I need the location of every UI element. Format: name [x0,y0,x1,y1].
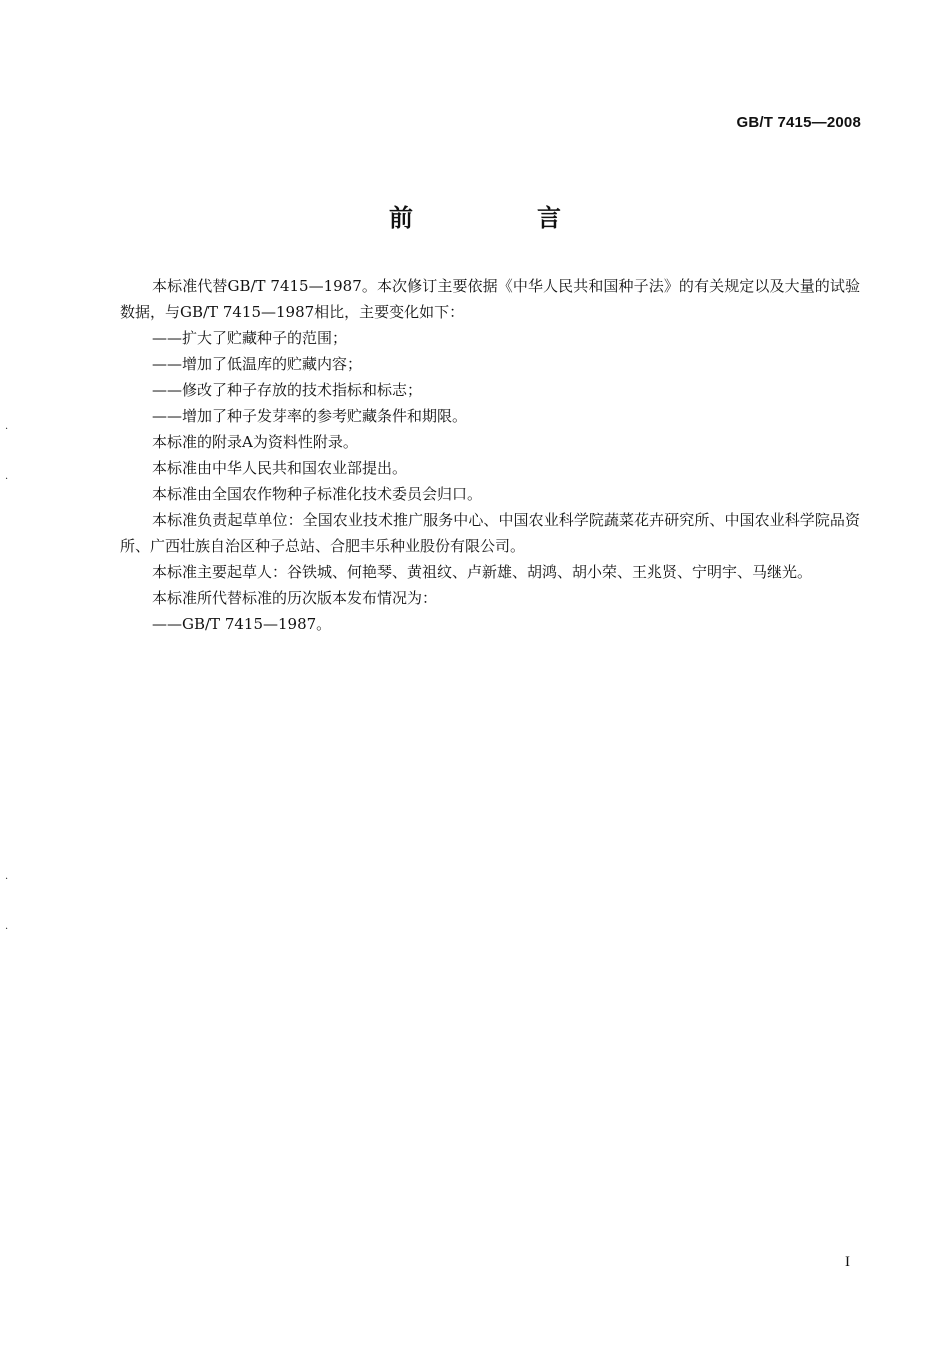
scan-mark: · [5,474,9,485]
change-item-low-temp: ——增加了低温库的贮藏内容； [152,355,363,373]
change-item-indicators: ——修改了种子存放的技术指标和标志； [152,381,423,399]
paragraph-drafting-units: 本标准负责起草单位：全国农业技术推广服务中心、中国农业科学院蔬菜花卉研究所、中国农业科学院品资所、广西壮族自治区种子总站、合肥丰乐种业股份有限公司。 [120,511,860,555]
change-item-scope: ——扩大了贮藏种子的范围； [152,329,348,347]
page-title: 前 言 [389,204,611,232]
paragraph-replacement: 本标准代替GB/T 7415—1987。本次修订主要依据《中华人民共和国种子法》的有关规定以及大量的试验数据，与GB/T 7415—1987相比，主要变化如下： [120,277,860,321]
standard-code: GB/T 7415—2008 [736,114,861,131]
page-number: I [845,1254,850,1270]
preface-body [120,273,860,637]
paragraph-version-history: 本标准所代替标准的历次版本发布情况为： [152,589,438,607]
scan-mark: · [5,924,9,935]
paragraph-proposer: 本标准由中华人民共和国农业部提出。 [152,459,408,477]
paragraph-drafters: 本标准主要起草人：谷铁城、何艳琴、黄祖纹、卢新雄、胡鸿、胡小荣、王兆贤、宁明宇、马继光。 [152,563,813,581]
change-item-germination: ——增加了种子发芽率的参考贮藏条件和期限。 [152,407,468,425]
version-item: ——GB/T 7415—1987。 [152,615,332,633]
scan-mark: · [5,424,9,435]
paragraph-committee: 本标准由全国农作物种子标准化技术委员会归口。 [152,485,483,503]
scan-mark: · [5,874,9,885]
paragraph-appendix: 本标准的附录A为资料性附录。 [152,433,358,451]
